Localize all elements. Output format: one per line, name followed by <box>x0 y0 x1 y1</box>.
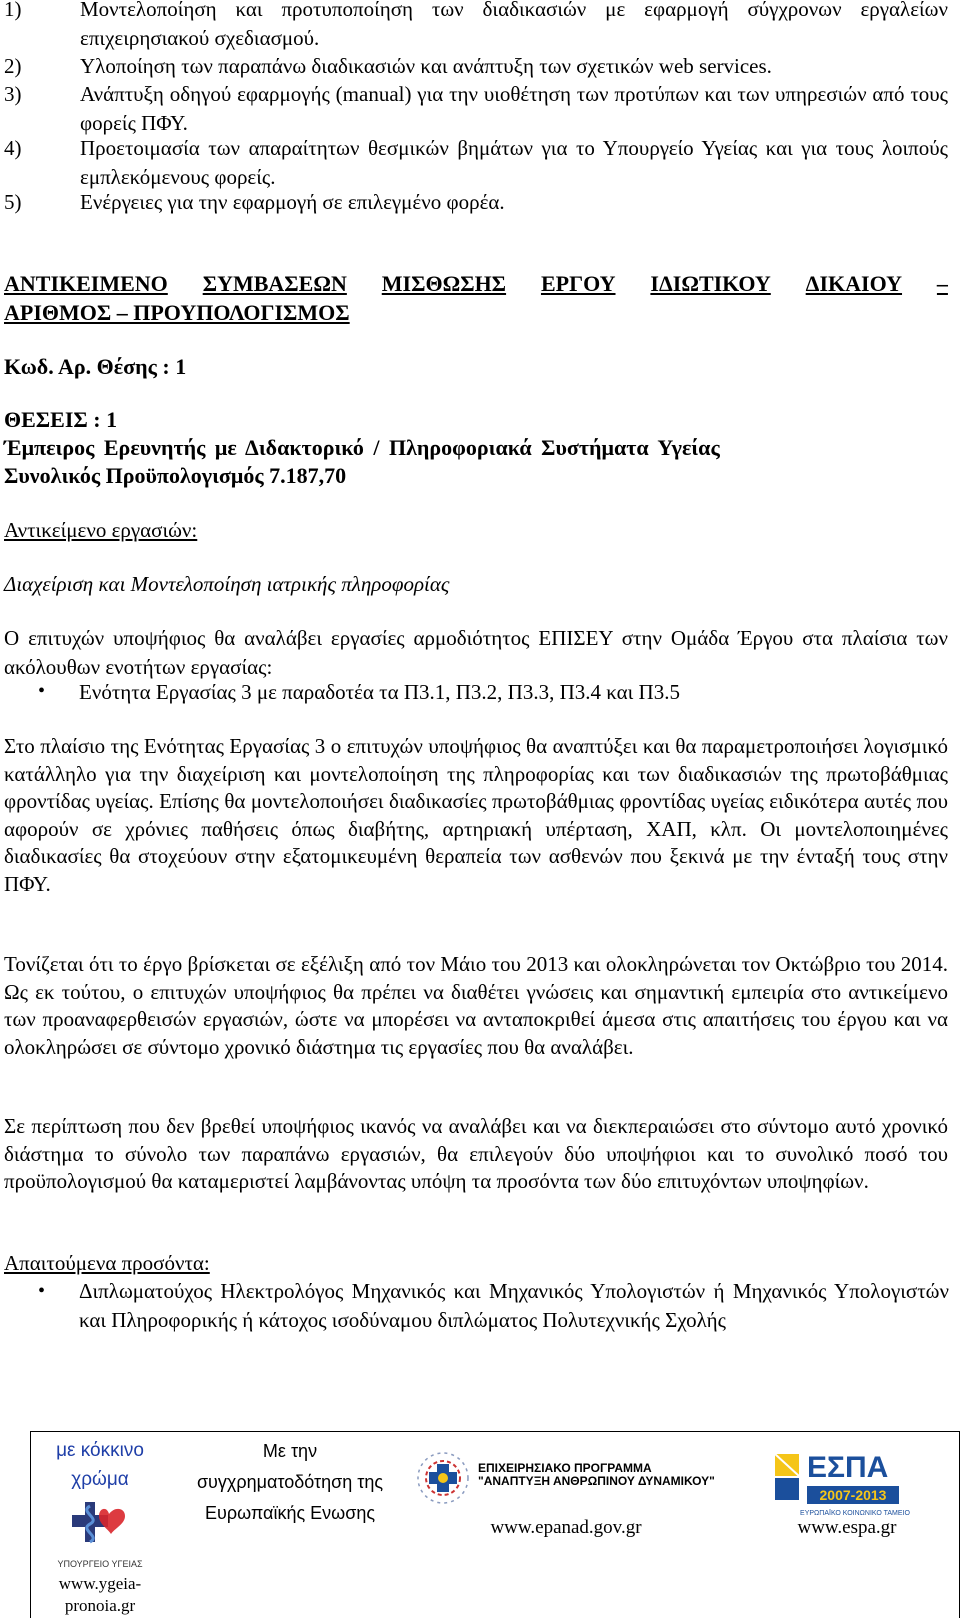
section-heading-line2: ΑΡΙΘΜΟΣ – ΠΡΟΥΠΟΛΟΓΙΣΜΟΣ <box>4 300 350 325</box>
heading-word: ΑΝΤΙΚΕΙΜΕΝΟ <box>4 271 168 296</box>
section-heading-line1 <box>4 269 948 298</box>
intro-paragraph: Ο επιτυχών υποψήφιος θα αναλάβει εργασίες αρμοδιότητος ΕΠΙΣΕΥ στην Ομάδα Έργου στα πλαίσια των ακόλουθων ενοτήτων εργασίας: <box>4 626 948 679</box>
work-package-bullet: Ενότητα Εργασίας 3 με παραδοτέα τα Π3.1, Π3.2, Π3.3, Π3.4 και Π3.5 <box>79 680 680 704</box>
position-code: Κωδ. Αρ. Θέσης : 1 <box>4 354 187 379</box>
work-object-title: Διαχείριση και Μοντελοποίηση ιατρικής πληροφορίας <box>4 572 450 596</box>
qualification-item: Διπλωματούχος Ηλεκτρολόγος Μηχανικός και Μηχανικός Υπολογιστών ή Μηχανικός Υπολογιστών και Πληροφορικής ή κάτοχος ισοδύναμου διπλώματος Πολυτεχνικής Σχολής <box>79 1279 949 1332</box>
espa-years: 2007-2013 <box>807 1486 899 1504</box>
ministry-logo-text: ΥΠΟΥΡΓΕΙΟ ΥΓΕΙΑΣ <box>57 1559 143 1569</box>
list-text: Ενέργειες για την εφαρμογή σε επιλεγμένο φορέα. <box>80 190 505 214</box>
list-text: Υλοποίηση των παραπάνω διαδικασιών και ανάπτυξη των σχετικών web services. <box>80 54 772 78</box>
qualifications-label: Απαιτούμενα προσόντα: <box>4 1251 210 1275</box>
list-number: 3) <box>4 82 22 106</box>
heading-word: – <box>936 271 948 296</box>
work-object-label: Αντικείμενο εργασιών: <box>4 518 198 542</box>
heading-word: ΕΡΓΟΥ <box>540 271 616 296</box>
heading-word: ΙΔΙΩΤΙΚΟΥ <box>650 271 771 296</box>
paragraph-3: Σε περίπτωση που δεν βρεθεί υποψήφιος ικανός να αναλάβει και να διεκπεραιώσει στο σύντομο αυτό χρονικό διάστημα το σύνολο των παραπάνω εργασιών, θα επιλεγούν δύο υποψήφιοι και το συνολικό ποσό του προϋπολογισμού θα καταμεριστεί λαμβάνοντας υπόψη τα προσόντα των δύο επιτυχόντων υποψηφίων. <box>4 1114 948 1193</box>
list-item <box>4 80 948 138</box>
ministry-url: www.ygeia-pronoia.gr <box>58 1574 142 1615</box>
list-item <box>4 188 948 217</box>
ministry-logo <box>59 1496 139 1558</box>
cofunding-text: Με την συγχρηματοδότηση της Ευρωπαϊκής Ενωσης <box>196 1441 384 1523</box>
list-text: Μοντελοποίηση και προτυποποίηση των διαδικασιών με εφαρμογή σύγχρονων εργαλείων επιχειρησιακού σχεδιασμού. <box>80 0 948 50</box>
paragraph-1: Στο πλαίσιο της Ενότητας Εργασίας 3 ο επιτυχών υποψήφιος θα αναπτύξει και θα παραμετροποιήσει λογισμικό κατάλληλο για την διαχείριση και μοντελοποίηση της πληροφορίας και των διαδικασιών της πρωτοβάθμιας φροντίδας υγείας. Επίσης θα μοντελοποιήσει διαδικασίες πρωτοβάθμιας φροντίδας υγείας ειδικότερα αυτές που αφορούν σε χρόνιες παθήσεις όπως διαβήτης, αρτηριακή υπέρταση, ΧΑΠ, κλπ. Οι μοντελοποιημένες διαδικασίες θα στοχεύουν στην εξατομικευμένη θεραπεία των ασθενών που ξεκινά με την ένταξή τους στην ΠΦΥ. <box>4 734 948 896</box>
list-item <box>4 52 948 81</box>
bullet-icon: • <box>38 680 46 702</box>
red-color-note: με κόκκινο χρώμα <box>56 1440 144 1490</box>
list-number: 5) <box>4 190 22 214</box>
budget: Συνολικός Προϋπολογισμός 7.187,70 <box>4 463 347 488</box>
espa-url: www.espa.gr <box>797 1517 897 1538</box>
positions-count: ΘΕΣΕΙΣ : 1 <box>4 407 118 432</box>
list-item <box>4 134 948 192</box>
list-number: 1) <box>4 0 22 21</box>
list-number: 4) <box>4 136 22 160</box>
list-item <box>4 0 948 53</box>
bullet-icon: • <box>38 1280 46 1302</box>
programme-line1: ΕΠΙΧΕΙΡΗΣΙΑΚΟ ΠΡΟΓΡΑΜΜΑ <box>478 1461 652 1475</box>
espa-title: ΕΣΠΑ <box>807 1451 889 1484</box>
heading-word: ΜΙΣΘΩΣΗΣ <box>381 271 507 296</box>
programme-line2: "ΑΝΑΠΤΥΞΗ ΑΝΘΡΩΠΙΝΟΥ ΔΥΝΑΜΙΚΟΥ" <box>478 1474 715 1488</box>
epanad-url: www.epanad.gov.gr <box>490 1517 642 1538</box>
list-number: 2) <box>4 54 22 78</box>
list-text: Προετοιμασία των απαραίτητων θεσμικών βημάτων για το Υπουργείο Υγείας και για τους λοιπούς εμπλεκόμενους φορείς. <box>80 136 948 189</box>
heading-word: ΣΥΜΒΑΣΕΩΝ <box>202 271 347 296</box>
section-heading <box>4 269 948 327</box>
role-title: Έμπειρος Ερευνητής με Διδακτορικό / Πληροφοριακά Συστήματα Υγείας <box>4 435 720 460</box>
espa-subtitle: ΕΥΡΩΠΑΪΚΟ ΚΟΙΝΩΝΙΚΟ ΤΑΜΕΙΟ <box>800 1510 910 1517</box>
footer-logos <box>30 1431 960 1618</box>
heading-word: ΔΙΚΑΙΟΥ <box>805 271 903 296</box>
ministry-emblem-icon <box>59 1496 139 1558</box>
paragraph-2: Τονίζεται ότι το έργο βρίσκεται σε εξέλιξη από τον Μάιο του 2013 και ολοκληρώνεται τον Οκτώβριο του 2014. Ως εκ τούτου, ο επιτυχών υποψήφιος θα πρέπει να διαθέτει γνώσεις και σημαντική εμπειρία στο αντικείμενο των προαναφερθεισών εργασιών, ώστε να μπορέσει να ανταποκριθεί άμεσα στις απαιτήσεις του έργου και να ολοκληρώσει σε σύντομο χρονικό διάστημα τις εργασίες που θα αναλάβει. <box>4 952 948 1059</box>
list-text: Ανάπτυξη οδηγού εφαρμογής (manual) για την υιοθέτηση των προτύπων και των υπηρεσιών από τους φορείς ΠΦΥ. <box>80 82 948 135</box>
